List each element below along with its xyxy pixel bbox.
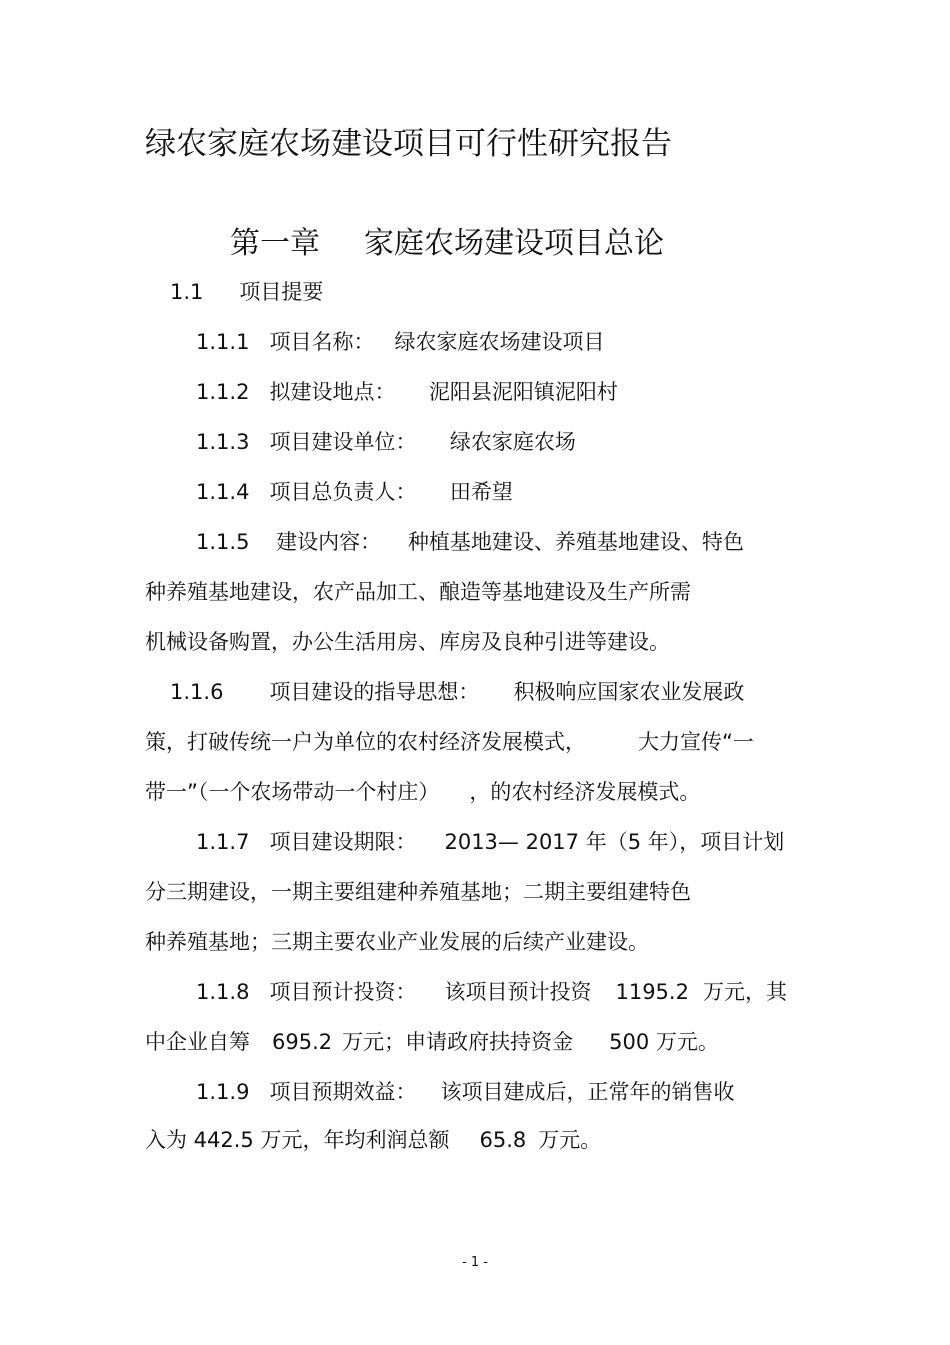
cont-text: 入为 442.5 万元，年均利润总额 xyxy=(145,1128,450,1152)
item-value: 该项目预计投资 xyxy=(444,980,592,1004)
item-1-1-7-cont-2: 种养殖基地；三期主要农业产业发展的后续产业建设。 xyxy=(145,930,649,954)
item-number: 1.1.6 xyxy=(170,680,224,704)
item-number: 1.1.7 xyxy=(196,830,250,854)
chapter-heading xyxy=(230,222,664,266)
item-1-1-5-cont-1: 种养殖基地建设，农产品加工、酿造等基地建设及生产所需 xyxy=(145,580,691,604)
section-number: 1.1 xyxy=(170,280,204,304)
item-1-1-6 xyxy=(170,677,744,707)
chapter-name: 家庭农场建设项目总论 xyxy=(364,226,664,261)
item-number: 1.1.2 xyxy=(196,380,250,404)
item-value-tail: 万元，其 xyxy=(702,980,787,1004)
item-number: 1.1.3 xyxy=(196,430,250,454)
item-label: 项目建设期限： xyxy=(269,830,417,854)
item-1-1-6-cont-2 xyxy=(145,777,700,807)
item-label: 项目建设单位： xyxy=(269,430,417,454)
item-1-1-4 xyxy=(196,477,513,507)
item-number: 1.1.5 xyxy=(196,530,250,554)
cont-amount: 65.8 xyxy=(479,1128,527,1152)
section-label: 项目提要 xyxy=(239,280,324,304)
item-value: 田希望 xyxy=(449,480,513,504)
item-label: 项目总负责人： xyxy=(269,480,417,504)
item-value: 绿农家庭农场 xyxy=(449,430,576,454)
item-1-1-9-cont-1 xyxy=(145,1125,601,1155)
item-number: 1.1.8 xyxy=(196,980,250,1004)
item-value: 泥阳县泥阳镇泥阳村 xyxy=(428,380,618,404)
item-label: 项目名称： xyxy=(269,330,375,354)
item-value: 绿农家庭农场建设项目 xyxy=(394,330,605,354)
chapter-number: 第一章 xyxy=(230,226,320,261)
cont-amount: 695.2 xyxy=(272,1030,333,1054)
item-1-1-6-cont-1 xyxy=(145,727,754,757)
item-number: 1.1.1 xyxy=(196,330,250,354)
cont-text: 带一”（一个农场带动一个村庄） xyxy=(145,780,440,804)
item-1-1-3 xyxy=(196,427,576,457)
section-heading xyxy=(170,277,323,307)
item-1-1-2 xyxy=(196,377,618,407)
cont-text: 策，打破传统一户为单位的农村经济发展模式， xyxy=(145,730,586,754)
item-1-1-1 xyxy=(196,327,605,357)
item-label: 拟建设地点： xyxy=(269,380,396,404)
item-number: 1.1.9 xyxy=(196,1080,250,1104)
item-value: 该项目建成后，正常年的销售收 xyxy=(440,1080,735,1104)
item-value: 积极响应国家农业发展政 xyxy=(513,680,745,704)
cont-text: 万元。 xyxy=(538,1128,602,1152)
item-label: 项目建设的指导思想： xyxy=(269,680,480,704)
cont-text: 大力宣传“一 xyxy=(638,730,754,754)
cont-text: ，的农村经济发展模式。 xyxy=(469,780,701,804)
item-label: 建设内容： xyxy=(276,530,382,554)
item-1-1-8 xyxy=(196,977,787,1007)
item-value-amount: 1195.2 xyxy=(615,980,689,1004)
cont-text: 万元；申请政府扶持资金 xyxy=(342,1030,574,1054)
item-label: 项目预期效益： xyxy=(269,1080,417,1104)
page-number: - 1 - xyxy=(462,1255,488,1270)
cont-amount: 500 万元。 xyxy=(609,1030,719,1054)
item-1-1-9 xyxy=(196,1077,734,1107)
item-1-1-5-cont-2: 机械设备购置，办公生活用房、库房及良种引进等建设。 xyxy=(145,630,670,654)
item-label: 项目预计投资： xyxy=(269,980,417,1004)
item-1-1-5 xyxy=(196,527,744,557)
item-number: 1.1.4 xyxy=(196,480,250,504)
item-value: 种植基地建设、养殖基地建设、特色 xyxy=(407,530,744,554)
cont-text: 中企业自筹 xyxy=(145,1030,250,1054)
document-title: 绿农家庭农场建设项目可行性研究报告 xyxy=(145,126,672,162)
item-1-1-7-cont-1: 分三期建设，一期主要组建种养殖基地；二期主要组建特色 xyxy=(145,880,691,904)
item-value: 2013— 2017 年（5 年），项目计划 xyxy=(444,830,785,854)
item-1-1-8-cont-1 xyxy=(145,1027,719,1057)
item-1-1-7 xyxy=(196,827,784,857)
